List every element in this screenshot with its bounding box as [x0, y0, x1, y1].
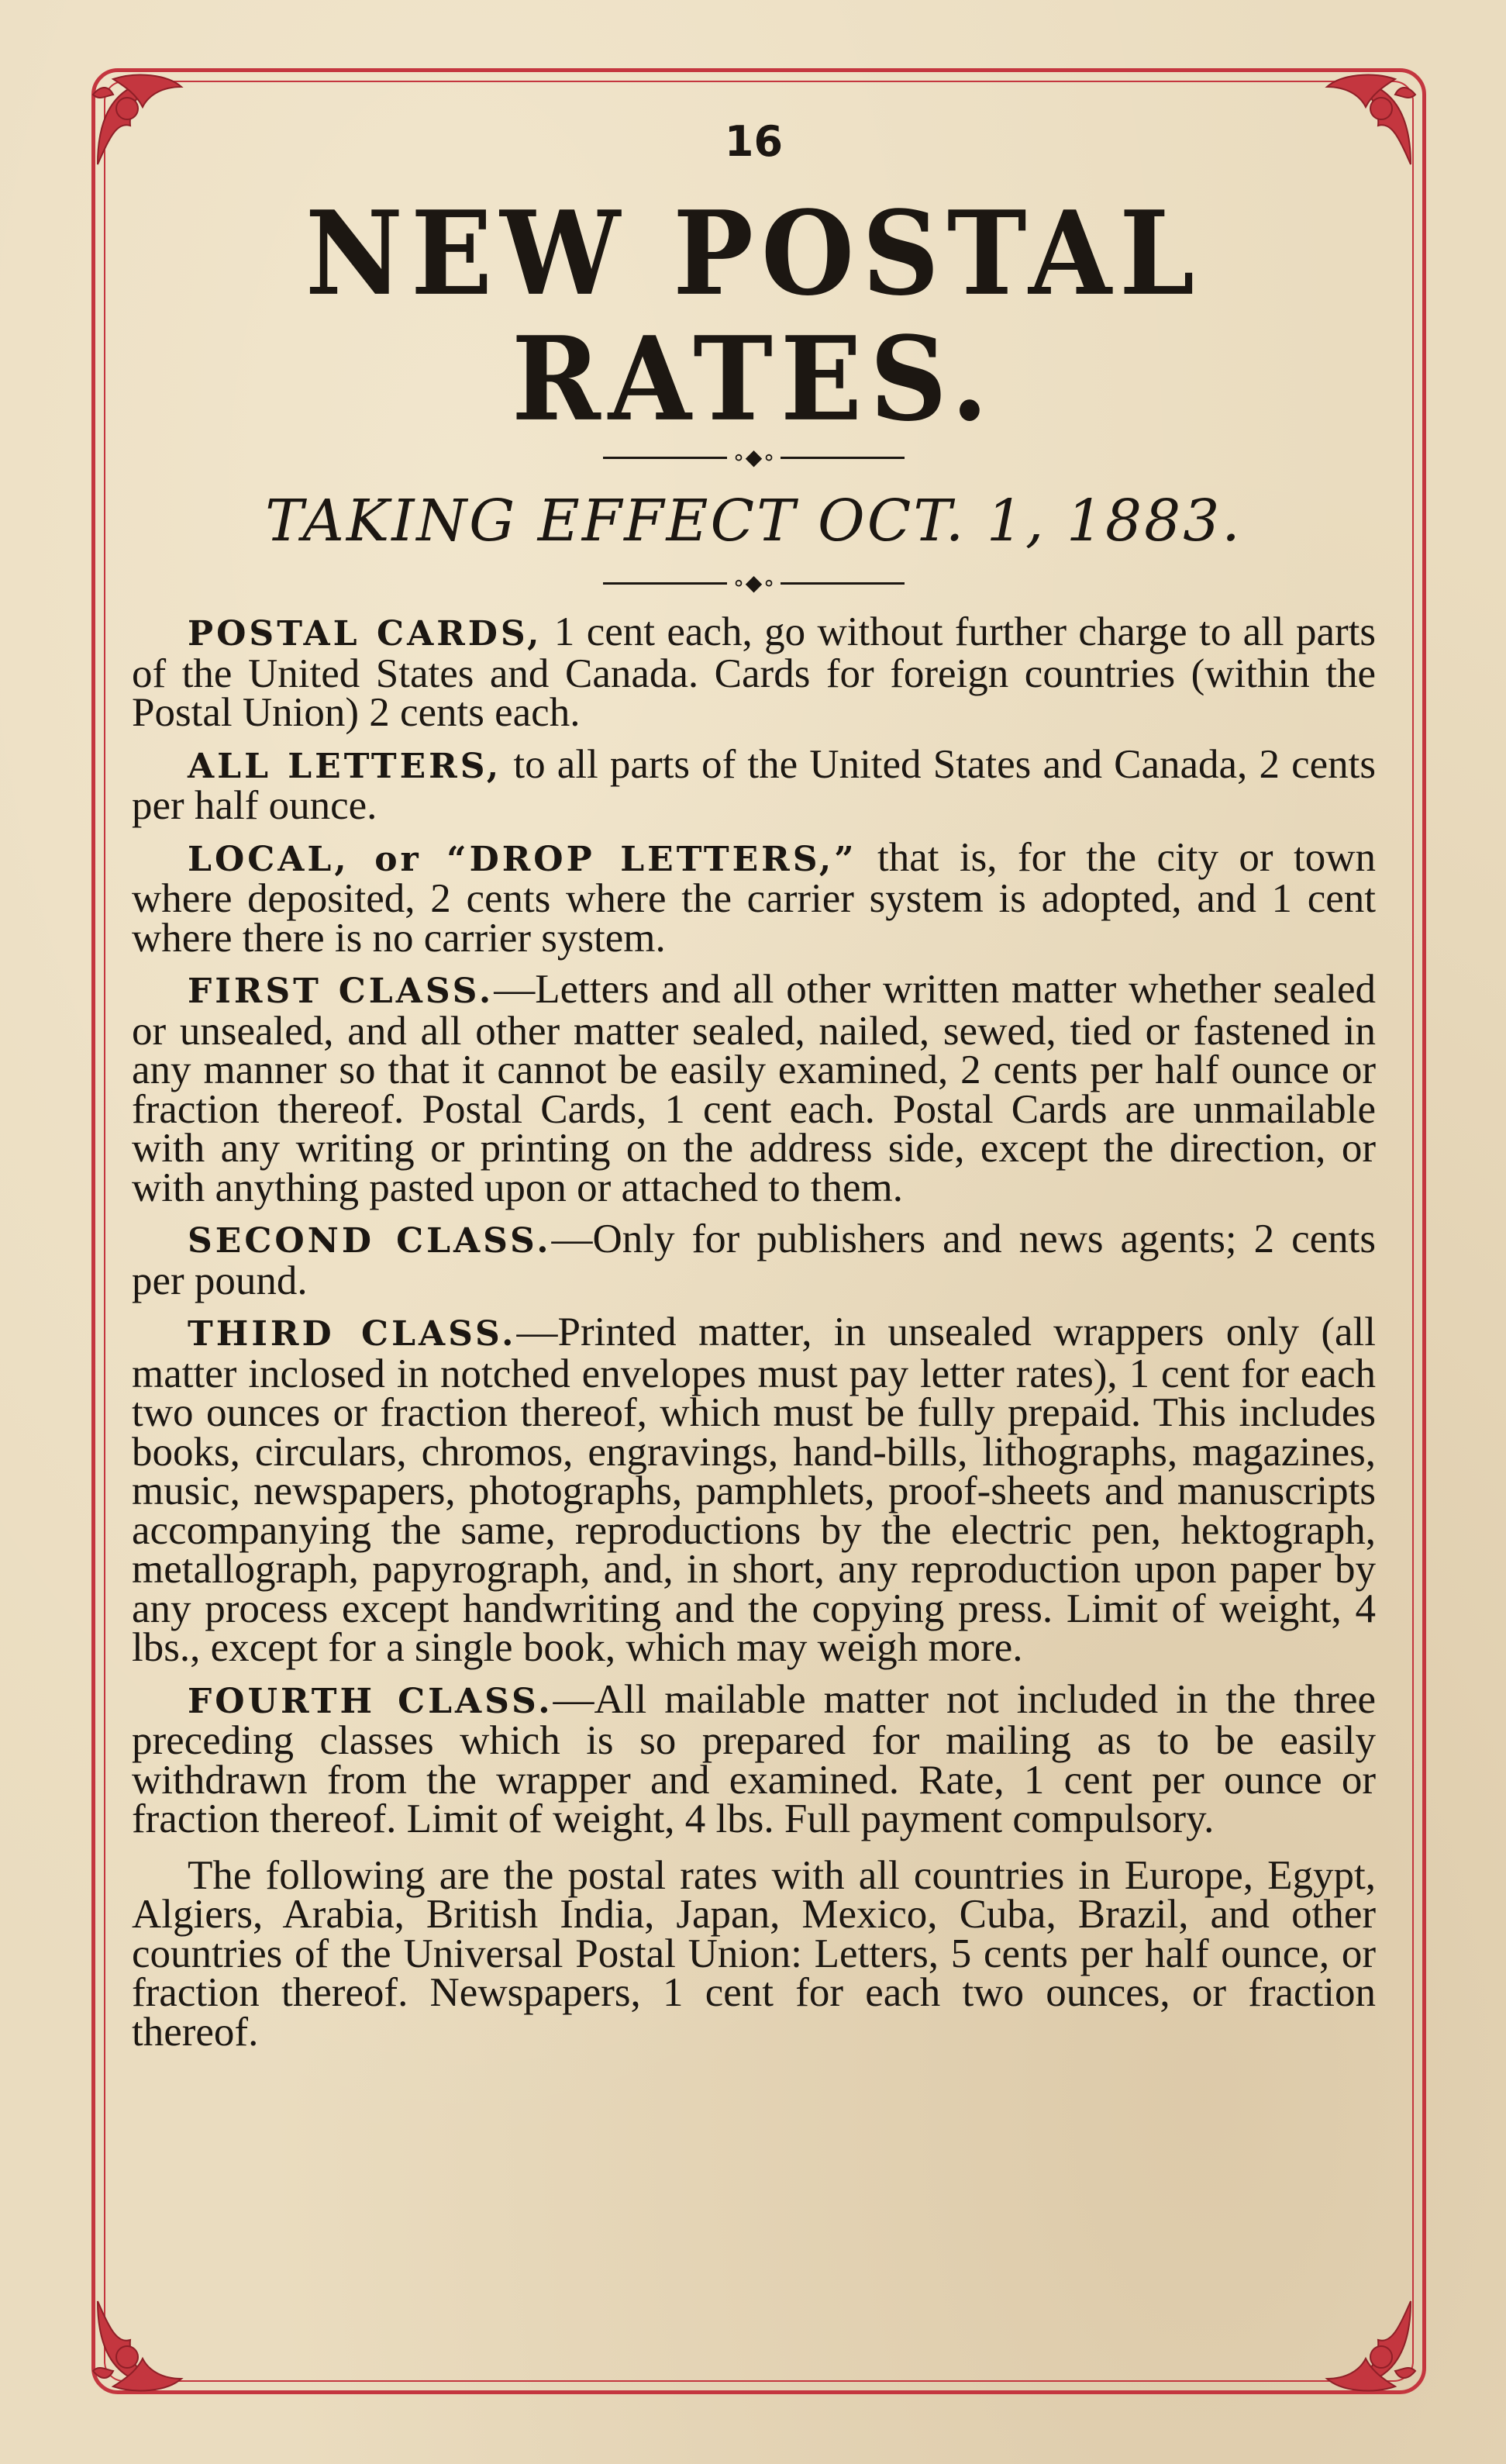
section-text: to all parts of the United States and Canada, 2 cents per half ounce.: [132, 741, 1376, 828]
section-heading: FIRST CLASS.: [188, 971, 495, 1011]
section-heading: ALL LETTERS,: [188, 746, 502, 786]
section-postal-cards: [132, 609, 1377, 735]
section-first-class: [132, 967, 1376, 1210]
rule-line: [781, 457, 905, 459]
section-heading: LOCAL, or “DROP LETTERS,”: [188, 839, 857, 879]
section-heading: SECOND CLASS.: [188, 1221, 552, 1261]
section-third-class: [132, 1310, 1376, 1670]
rates-body: [132, 609, 1377, 2055]
rule-line: [603, 582, 727, 585]
section-text: —Printed matter, in unsealed wrappers only (all matter inclosed in notched envelopes must pay letter rates), 1 cent for each two ounces or fraction thereof, which must be fully prepaid. This includes books, circulars, chromos, engravings, hand-bills, lithographs, magazines, music, newspapers, photographs, pamphlets, proof-sheets and manuscripts accompanying the same, reproductions by the electric pen, hektograph, metallograph, papyrograph, and, in short, any reproduction upon paper by any process except handwriting and the copying press. Limit of weight, 4 lbs., except for a single book, which may weigh more.: [132, 1310, 1376, 1670]
ornamental-rule: [132, 568, 1376, 599]
rule-ornament-icon: ∘◆∘: [732, 570, 776, 595]
section-all-letters: [132, 741, 1376, 828]
page-number: 16: [724, 117, 784, 166]
section-text: that is, for the city or town where deposited, 2 cents where the carrier system is adopted, and 1 cent where there is no carrier system.: [132, 834, 1377, 961]
section-heading: POSTAL CARDS,: [188, 614, 543, 654]
section-text: —Only for publishers and news agents; 2 cents per pound.: [132, 1216, 1376, 1303]
page-title: NEW POSTAL RATES.: [305, 185, 1203, 447]
closing-paragraph: The following are the postal rates with all countries in Europe, Egypt, Algiers, Arabia, British India, Japan, Mexico, Cuba, Brazil, and other countries of the Universal Postal Union: Letters, 5 cents per half ounce, or fraction thereof. Newspapers, 1 cent for each two ounces, or fraction thereof.: [132, 1852, 1376, 2055]
section-text: —Letters and all other written matter whether sealed or unsealed, and all other matter sealed, nailed, sewed, tied or fastened in any manner so that it cannot be easily examined, 2 cents per half ounce or fraction thereof. Postal Cards, 1 cent each. Postal Cards are unmailable with any writing or printing on the address side, except the direction, or with anything pasted upon or attached to them.: [132, 967, 1376, 1210]
page-subtitle: TAKING EFFECT OCT. 1, 1883.: [265, 488, 1242, 554]
rule-line: [603, 457, 727, 459]
rule-line: [781, 582, 905, 585]
section-fourth-class: [132, 1676, 1376, 1841]
section-heading: FOURTH CLASS.: [188, 1681, 553, 1721]
section-text: 1 cent each, go without further charge to all parts of the United States and Canada. Cards for foreign countries (within the Postal Union) 2 cents each.: [132, 609, 1377, 735]
section-local-letters: [132, 834, 1377, 961]
rule-ornament-icon: ∘◆∘: [732, 444, 776, 470]
page-content: [132, 109, 1376, 2357]
section-text: —All mailable matter not included in the three preceding classes which is so prepared for mailing as to be easily withdrawn from the wrapper and examined. Rate, 1 cent per ounce or fraction thereof. Limit of weight, 4 lbs. Full payment compulsory.: [132, 1676, 1376, 1841]
section-heading: THIRD CLASS.: [188, 1314, 517, 1354]
section-second-class: [132, 1216, 1376, 1303]
